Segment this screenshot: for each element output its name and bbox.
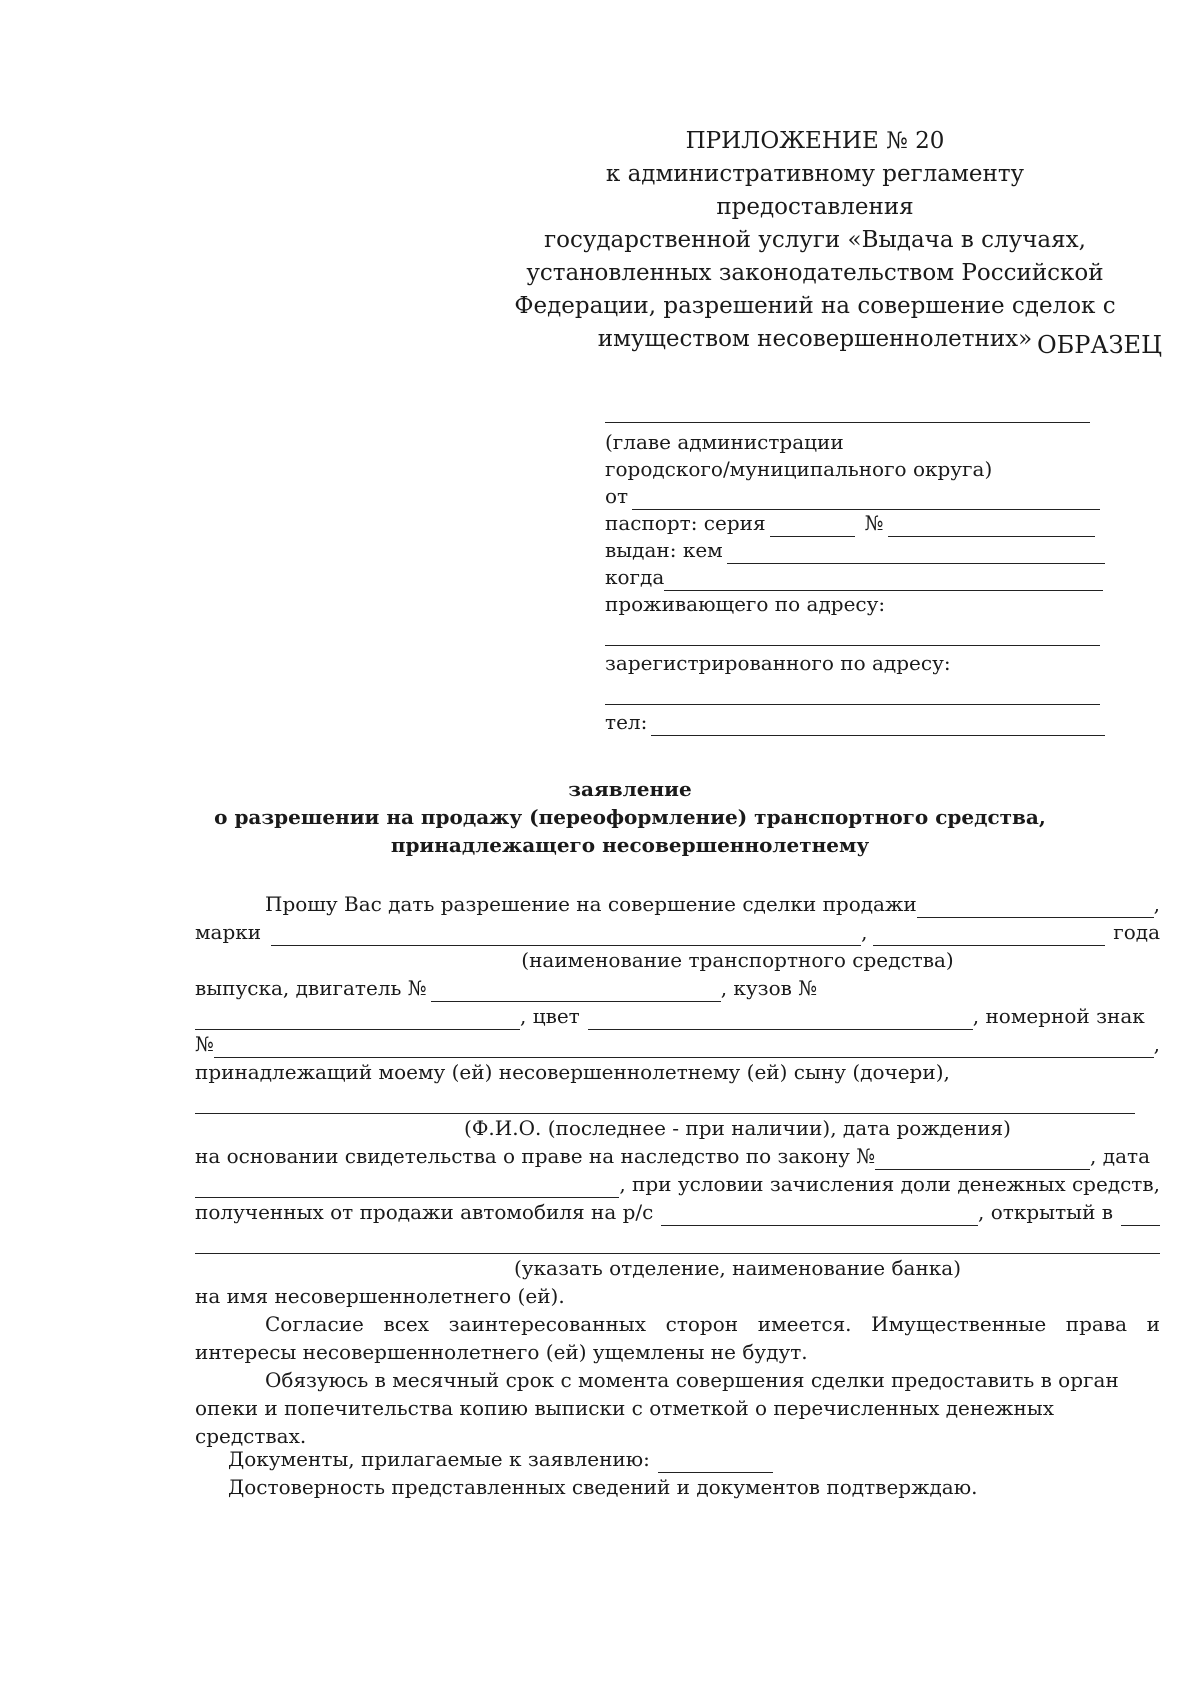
registered-label: зарегистрированного по адресу: bbox=[605, 651, 951, 675]
passport-number-field[interactable] bbox=[888, 516, 1095, 537]
year-field[interactable] bbox=[873, 925, 1105, 946]
document-title bbox=[200, 775, 1060, 859]
proceeds-text: полученных от продажи автомобиля на р/с bbox=[195, 1200, 654, 1224]
body-label: , кузов № bbox=[720, 976, 818, 1000]
certificate-text: на основании свидетельства о праве на наследство по закону № bbox=[195, 1144, 876, 1168]
attachments-block bbox=[228, 1445, 1158, 1501]
plate-number-field[interactable] bbox=[214, 1037, 1154, 1058]
plate-number-sign: № bbox=[195, 1032, 214, 1056]
addressee-line: городского/муниципального округа) bbox=[605, 457, 993, 481]
engine-label: выпуска, двигатель № bbox=[195, 976, 427, 1000]
brand-field[interactable] bbox=[271, 925, 861, 946]
residing-address-field[interactable] bbox=[605, 618, 1100, 646]
application-body: Прошу Вас дать разрешение на совершение сделки продажи , марки , года (наименование транспортного средства) выпуска, двигатель № , кузов № , цвет , номерной знак № , принадлежащий моему (ей) несовершеннолетнему (ей) сыну (дочери), (Ф.И.О. (последнее - при наличии), дата рождения) на основании свидетельства о праве на наследство по закону № , дата , при условии зачисления доли денежных средств, полученных от продажи автомобиля на р/с , открытый в (указать отделение, наименование банка) на имя несовершеннолетнего (ей). Согласие всех заинтересованных сторон имеется. Имущественные права и интересы несовершеннолетнего (ей) ущемлены не будут. Обязуюсь в месячный срок с момента совершения сделки предоставить в орган опеки и попечительства копию выписки с отметкой о перечисленных денежных средствах. bbox=[195, 892, 1160, 1448]
passport-number-label: № bbox=[864, 511, 884, 535]
consent-text: Согласие всех заинтересованных сторон имеется. Имущественные права и интересы несовершеннолетнего (ей) ущемлены не будут. bbox=[195, 1312, 1160, 1364]
title-line: заявление bbox=[568, 777, 692, 801]
phone-field[interactable] bbox=[651, 715, 1105, 736]
title-line: о разрешении на продажу (переоформление) транспортного средства, bbox=[214, 805, 1046, 829]
child-fio-field[interactable] bbox=[195, 1093, 1135, 1114]
vehicle-caption: (наименование транспортного средства) bbox=[521, 948, 954, 972]
certificate-date-field[interactable] bbox=[195, 1177, 619, 1198]
date-label: , дата bbox=[1090, 1144, 1150, 1168]
certificate-number-field[interactable] bbox=[875, 1149, 1090, 1170]
account-number-field[interactable] bbox=[661, 1205, 978, 1226]
brand-label: марки bbox=[195, 920, 262, 944]
appendix-line: установленных законодательством Российской bbox=[526, 260, 1104, 286]
appendix-line: Федерации, разрешений на совершение сделок с bbox=[514, 293, 1116, 319]
color-field[interactable] bbox=[588, 1009, 973, 1030]
confirm-text: Достоверность представленных сведений и документов подтверждаю. bbox=[228, 1475, 978, 1499]
passport-series-label: паспорт: серия bbox=[605, 511, 766, 535]
condition-text: , при условии зачисления доли денежных средств, bbox=[619, 1172, 1160, 1196]
sale-field[interactable] bbox=[917, 897, 1154, 918]
body-number-field[interactable] bbox=[195, 1009, 520, 1030]
opened-label: , открытый в bbox=[978, 1200, 1114, 1224]
when-label: когда bbox=[605, 565, 665, 589]
plate-label: , номерной знак bbox=[972, 1004, 1145, 1028]
appendix-line: к административному регламенту предоставления bbox=[605, 161, 1025, 220]
from-field[interactable] bbox=[632, 489, 1100, 510]
request-text: Прошу Вас дать разрешение на совершение сделки продажи bbox=[265, 892, 917, 916]
appendix-line: государственной услуги «Выдача в случаях, bbox=[544, 227, 1086, 253]
title-line: принадлежащего несовершеннолетнему bbox=[390, 833, 870, 857]
name-text: на имя несовершеннолетнего (ей). bbox=[195, 1284, 565, 1308]
passport-series-field[interactable] bbox=[770, 516, 855, 537]
year-label: года bbox=[1113, 920, 1160, 944]
opened-in-field[interactable] bbox=[1121, 1205, 1160, 1226]
sample-label: ОБРАЗЕЦ bbox=[1036, 331, 1162, 359]
fio-caption: (Ф.И.О. (последнее - при наличии), дата рождения) bbox=[464, 1116, 1011, 1140]
obligation-line: Обязуюсь в месячный срок с момента совершения сделки предоставить в орган bbox=[265, 1368, 1119, 1392]
obligation-line: опеки и попечительства копию выписки с отметкой о перечисленных денежных средствах. bbox=[195, 1396, 1054, 1448]
from-label: от bbox=[605, 484, 629, 508]
appendix-header bbox=[505, 125, 1125, 356]
addressee-name-field[interactable] bbox=[605, 420, 1090, 423]
appendix-line: имуществом несовершеннолетних» bbox=[597, 326, 1033, 352]
residing-label: проживающего по адресу: bbox=[605, 592, 886, 616]
registered-address-field[interactable] bbox=[605, 677, 1100, 705]
color-label: , цвет bbox=[520, 1004, 580, 1028]
issued-by-field[interactable] bbox=[727, 543, 1105, 564]
phone-label: тел: bbox=[605, 710, 648, 734]
attached-docs-field[interactable] bbox=[658, 1452, 773, 1473]
appendix-number: ПРИЛОЖЕНИЕ № 20 bbox=[685, 128, 945, 154]
addressee-block bbox=[605, 420, 1115, 736]
belonging-text: принадлежащий моему (ей) несовершеннолетнему (ей) сыну (дочери), bbox=[195, 1060, 950, 1084]
attached-docs-label: Документы, прилагаемые к заявлению: bbox=[228, 1447, 650, 1471]
bank-field[interactable] bbox=[195, 1233, 1160, 1254]
issued-by-label: выдан: кем bbox=[605, 538, 723, 562]
when-field[interactable] bbox=[664, 570, 1103, 591]
bank-caption: (указать отделение, наименование банка) bbox=[513, 1256, 962, 1280]
engine-number-field[interactable] bbox=[431, 981, 721, 1002]
addressee-line: (главе администрации bbox=[605, 430, 844, 454]
